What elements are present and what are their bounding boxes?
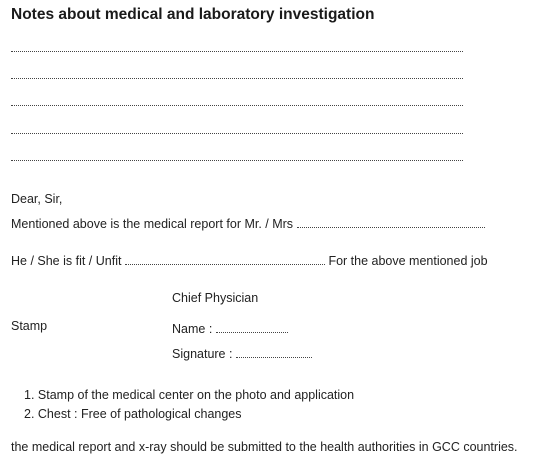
fit-line — [11, 254, 488, 268]
patient-name-blank — [297, 217, 485, 228]
note-number-2: 2. — [24, 407, 38, 421]
report-line-label: Mentioned above is the medical report for Mr. / Mrs — [11, 217, 294, 231]
name-label: Name : — [172, 322, 213, 336]
fit-line-suffix: For the above mentioned job — [328, 254, 488, 268]
chief-physician: Chief Physician — [172, 291, 259, 305]
signature-line — [172, 347, 312, 361]
report-line — [11, 217, 485, 231]
greeting: Dear, Sir, — [11, 192, 63, 206]
blank-line-1 — [11, 49, 463, 52]
stamp-label: Stamp — [11, 319, 48, 333]
blank-line-5 — [11, 158, 463, 161]
blank-line-2 — [11, 76, 463, 79]
footer-note: the medical report and x-ray should be submitted to the health authorities in GCC countries. — [11, 440, 518, 454]
note-number-1: 1. — [24, 388, 38, 402]
note-text-2: Chest : Free of pathological changes — [37, 407, 242, 421]
signature-label: Signature : — [172, 347, 233, 361]
fit-blank — [125, 254, 325, 265]
blank-line-4 — [11, 131, 463, 134]
note-item-1 — [24, 388, 354, 402]
name-line — [172, 322, 288, 336]
note-item-2 — [24, 407, 242, 421]
signature-blank — [236, 347, 312, 358]
blank-line-3 — [11, 103, 463, 106]
page-title: Notes about medical and laboratory investigation — [11, 6, 375, 23]
fit-line-label: He / She is fit / Unfit — [11, 254, 122, 268]
name-blank — [216, 322, 288, 333]
note-text-1: Stamp of the medical center on the photo and application — [37, 388, 355, 402]
